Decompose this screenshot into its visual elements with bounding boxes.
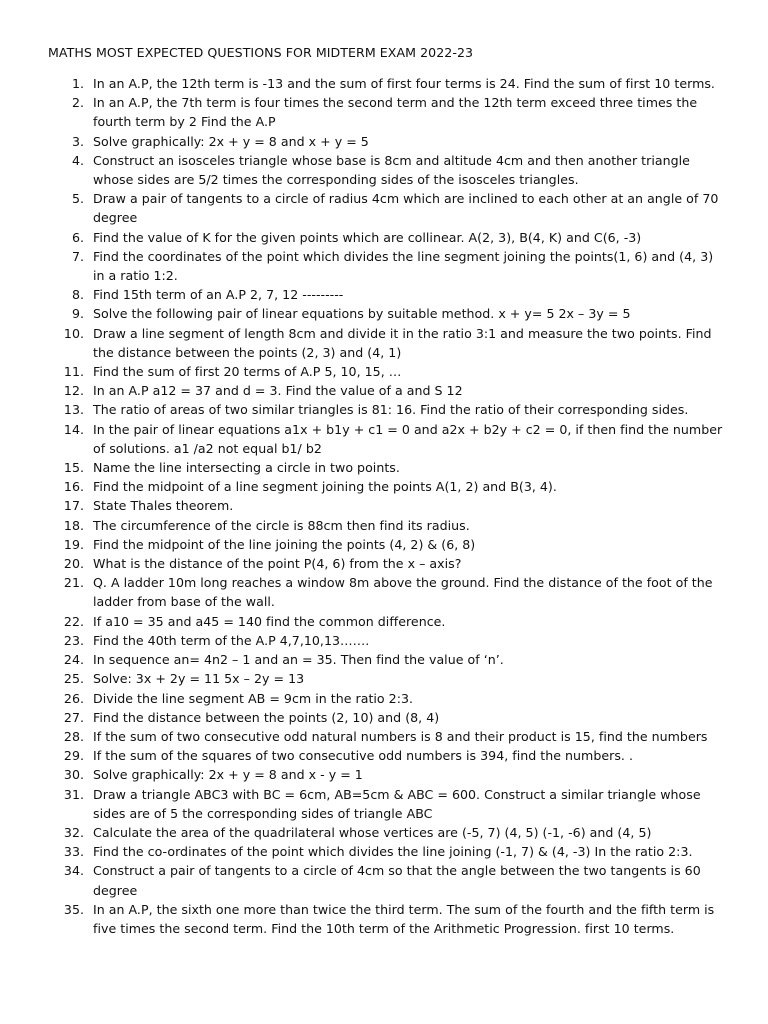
question-number: 2. [71,95,84,111]
question-number: 23. [63,632,84,648]
question-item [0,746,723,765]
question-number: 6. [71,229,84,245]
question-text: In an A.P, the 7th term is four times the second term and the 12th term exceed three times the fourth term by 2 Find the A.P [93,95,698,130]
question-text: Find the midpoint of a line segment joining the points A(1, 2) and B(3, 4). [93,479,557,495]
question-number: 1. [71,76,84,91]
question-text: Draw a pair of tangents to a circle of radius 4cm which are inclined to each other at an angle of 70 degree [93,191,719,226]
question-number: 33. [63,844,84,860]
question-number: 22. [63,613,84,629]
question-item [0,861,723,899]
question-number: 7. [71,248,84,264]
question-item [0,189,723,227]
question-number: 31. [63,786,84,802]
question-text: State Thales theorem. [93,498,234,514]
question-item [0,247,723,285]
question-text: Calculate the area of the quadrilateral whose vertices are (-5, 7) (4, 5) (-1, -6) and (4, 5) [93,824,652,840]
question-number: 5. [71,191,84,207]
question-item [0,765,723,784]
question-number: 8. [71,287,84,303]
question-item [0,535,723,554]
question-number: 21. [63,575,84,591]
question-number: 10. [63,325,84,341]
question-item [0,74,723,93]
question-text: If the sum of the squares of two consecutive odd numbers is 394, find the numbers. . [93,748,633,764]
question-text: The ratio of areas of two similar triangles is 81: 16. Find the ratio of their corresponding sides. [93,402,689,418]
question-text: In an A.P a12 = 37 and d = 3. Find the value of a and S 12 [93,383,463,399]
question-item [0,708,723,727]
question-item [0,362,723,381]
question-item [0,669,723,688]
question-text: What is the distance of the point P(4, 6) from the x – axis? [93,556,462,572]
question-text: Divide the line segment AB = 9cm in the ratio 2:3. [93,690,414,706]
question-item [0,612,723,631]
question-text: Find the coordinates of the point which divides the line segment joining the points(1, 6) and (4, 3) in a ratio 1:2. [93,248,714,284]
question-text: Q. A ladder 10m long reaches a window 8m above the ground. Find the distance of the foot of the ladder from base of the wall. [93,575,713,610]
question-text: Name the line intersecting a circle in two points. [93,460,400,476]
question-number: 27. [63,709,84,725]
question-text: In an A.P, the 12th term is -13 and the sum of first four terms is 24. Find the sum of first 10 terms. [93,76,715,91]
question-text: The circumference of the circle is 88cm then find its radius. [93,517,470,533]
question-number: 29. [63,748,84,764]
question-item [0,785,723,823]
question-text: Find the co-ordinates of the point which divides the line joining (-1, 7) & (4, -3) In the ratio 2:3. [93,844,693,860]
question-number: 25. [63,671,84,687]
question-text: If a10 = 35 and a45 = 140 find the common difference. [93,613,446,629]
question-item [0,631,723,650]
question-item [0,477,723,496]
question-item [0,573,723,611]
question-text: Find the value of K for the given points which are collinear. A(2, 3), B(4, K) and C(6, -3) [93,229,642,245]
question-item [0,324,723,362]
question-number: 34. [63,863,84,879]
question-item [0,900,723,938]
question-number: 19. [63,536,84,552]
question-item [0,516,723,535]
question-item [0,823,723,842]
question-item [0,842,723,861]
question-item [0,554,723,573]
document-title: MATHS MOST EXPECTED QUESTIONS FOR MIDTERM EXAM 2022-23 [48,45,474,60]
question-item [0,304,723,323]
question-item [0,285,723,304]
question-number: 16. [63,479,84,495]
question-item [0,400,723,419]
question-text: Solve graphically: 2x + y = 8 and x + y = 5 [93,133,369,149]
question-list [0,74,768,938]
question-text: Find the distance between the points (2, 10) and (8, 4) [93,709,440,725]
question-number: 11. [63,364,84,380]
question-number: 32. [63,824,84,840]
question-text: Construct a pair of tangents to a circle of 4cm so that the angle between the two tangents is 60 degree [93,863,701,898]
question-item [0,93,723,131]
question-item [0,727,723,746]
question-text: Construct an isosceles triangle whose base is 8cm and altitude 4cm and then another triangle whose sides are 5/2 times the corresponding sides of the isosceles triangles. [93,152,690,188]
question-number: 20. [63,556,84,572]
question-text: Find the midpoint of the line joining the points (4, 2) & (6, 8) [93,536,476,552]
question-number: 17. [63,498,84,514]
question-number: 12. [63,383,84,399]
question-text: In an A.P, the sixth one more than twice the third term. The sum of the fourth and the fifth term is five times the second term. Find the 10th term of the Arithmetic Progression. first 10 terms. [93,901,715,936]
question-number: 35. [63,901,84,917]
question-text: Draw a triangle ABC3 with BC = 6cm, AB=5cm & ABC = 600. Construct a similar triangle whose sides are of 5 the corresponding sides of triangle ABC [93,786,701,821]
question-item [0,650,723,669]
question-text: Find the 40th term of the A.P 4,7,10,13……. [93,632,370,648]
question-text: In sequence an= 4n2 – 1 and an = 35. Then find the value of ‘n’. [93,652,504,668]
question-number: 30. [63,767,84,783]
question-item [0,496,723,515]
question-text: If the sum of two consecutive odd natural numbers is 8 and their product is 15, find the numbers [93,728,708,744]
question-number: 13. [63,402,84,418]
question-text: Find 15th term of an A.P 2, 7, 12 --------- [93,287,344,303]
question-number: 3. [71,133,84,149]
question-number: 15. [63,460,84,476]
question-item [0,420,723,458]
question-item [0,132,723,151]
question-item [0,151,723,189]
question-text: Solve graphically: 2x + y = 8 and x - y = 1 [93,767,363,783]
question-item [0,458,723,477]
question-item [0,228,723,247]
question-text: Draw a line segment of length 8cm and divide it in the ratio 3:1 and measure the two points. Find the distance between the points (2, 3) and (4, 1) [93,325,712,360]
question-number: 18. [63,517,84,533]
question-item [0,381,723,400]
question-number: 24. [63,652,84,668]
question-number: 28. [63,728,84,744]
question-text: In the pair of linear equations a1x + b1y + c1 = 0 and a2x + b2y + c2 = 0, if then find the number of solutions. a1 /a2 not equal b1/ b2 [93,421,723,456]
question-number: 26. [63,690,84,706]
question-number: 14. [63,421,84,437]
question-text: Solve: 3x + 2y = 11 5x – 2y = 13 [93,671,305,687]
question-number: 4. [71,152,84,168]
question-text: Solve the following pair of linear equations by suitable method. x + y= 5 2x – 3y = 5 [93,306,631,322]
question-number: 9. [71,306,84,322]
question-item [0,689,723,708]
question-text: Find the sum of first 20 terms of A.P 5, 10, 15, … [93,364,402,380]
